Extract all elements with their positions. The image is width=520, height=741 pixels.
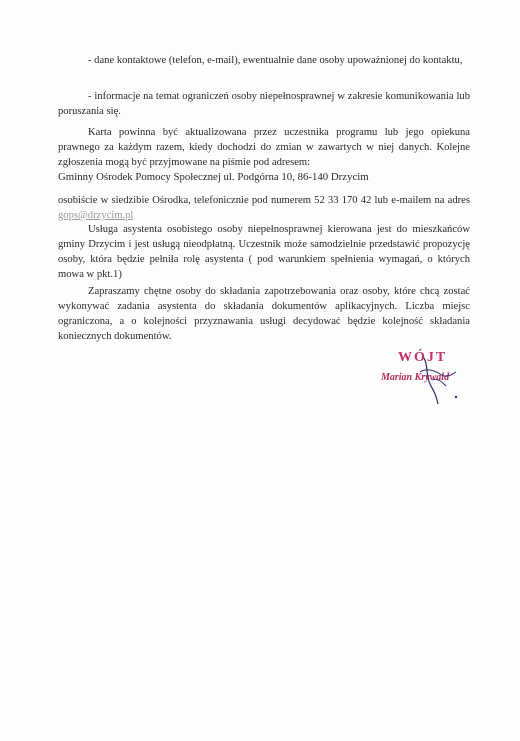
- stamp-name: Marian Krywald: [381, 372, 450, 383]
- stamp-title: WÓJT: [398, 350, 448, 365]
- handwritten-signature-icon: [376, 350, 486, 406]
- contact-options-text: osobiście w siedzibie Ośrodka, telefonicznie pod numerem 52 33 170 42 lub e-mailem na adres: [58, 195, 470, 206]
- paragraph-card-update: Karta powinna być aktualizowana przez uczestnika programu lub jego opiekuna prawnego za każdym razem, kiedy dochodzi do zmian w zawartych w niej danych. Kolejne zgłoszenia mogą być przyjmowane na piśmie pod adresem:: [58, 127, 470, 168]
- email-link[interactable]: gops@drzycim.pl: [58, 210, 134, 221]
- paragraph-contact-data: - dane kontaktowe (telefon, e-mail), ewentualnie dane osoby upoważnionej do kontaktu,: [88, 55, 463, 66]
- signature-stamp: [376, 350, 486, 406]
- paragraph-assistant-service: Usługa asystenta osobistego osoby niepełnosprawnej kierowana jest do mieszkańców gminy Drzycim i jest usługą nieodpłatną. Uczestnik może samodzielnie przedstawić propozycję osoby, która będzie pełniła rolę asystenta ( pod warunkiem spełnienia wymagań, o których mowa w pkt.1): [58, 224, 470, 280]
- paragraph-address: Gminny Ośrodek Pomocy Społecznej ul. Podgórna 10, 86-140 Drzycim: [58, 171, 369, 183]
- paragraph-invitation: Zapraszamy chętne osoby do składania zapotrzebowania oraz osoby, które chcą zostać wykonywać zadania asystenta do składania dokumentów aplikacyjnych. Liczba miejsc ograniczona, a o kolejności przyznawania usługi decydować będzie kolejność składania koniecznych dokumentów.: [58, 286, 470, 342]
- paragraph-contact-options: [58, 193, 470, 223]
- paragraph-limitations: - informacje na temat ograniczeń osoby niepełnosprawnej w zakresie komunikowania lub poruszania się.: [58, 91, 470, 117]
